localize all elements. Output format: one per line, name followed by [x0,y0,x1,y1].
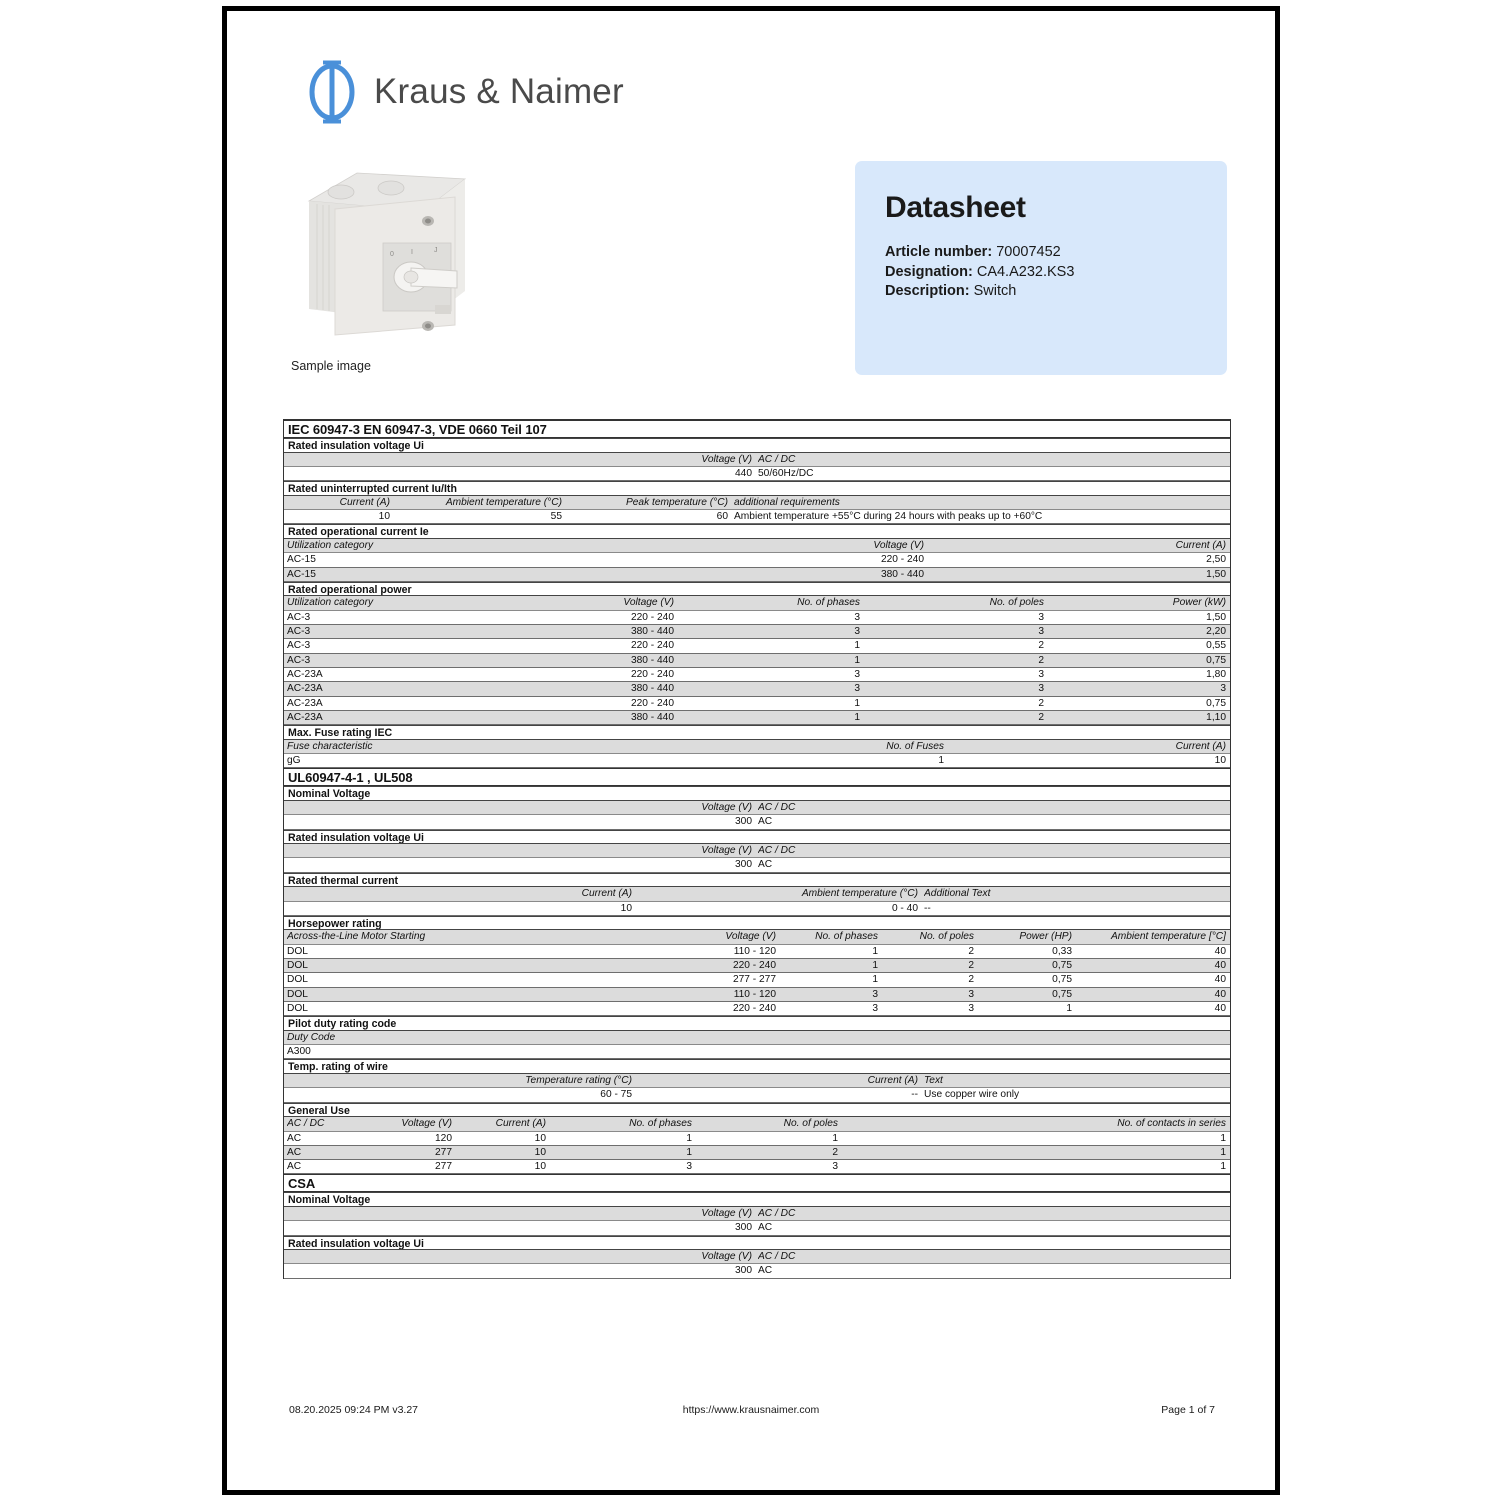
table-row [284,654,1230,668]
table-cell: 0,75 [1052,960,1072,972]
table-cell: 1,80 [1206,668,1226,680]
rotary-switch-enclosure-icon [295,163,507,348]
table-cell: AC [758,1222,773,1234]
table-group-header [284,830,1230,845]
table-group-header [284,481,1230,496]
table-group-header [284,582,1230,597]
table-cell: 1 [938,755,944,767]
table-cell: -- [924,902,931,914]
table-cell: No. of poles [919,931,974,943]
table-cell: Current (A) [1175,539,1226,551]
table-cell: 110 - 120 [733,945,776,957]
footer-timestamp: 08.20.2025 09:24 PM v3.27 [289,1404,419,1416]
table-group-header [284,873,1230,888]
document-page [222,6,1280,1495]
table-cell: 2 [1038,711,1044,723]
table-column-header-row [284,1031,1230,1045]
table-group-header [284,916,1230,931]
table-cell: AC-15 [287,554,316,566]
table-row [284,1088,1230,1102]
table-cell: AC-3 [287,640,311,652]
table-cell: 220 - 240 [880,554,924,566]
table-column-header-row [284,1250,1230,1264]
table-cell: Current (A) [581,888,632,900]
table-section-header [284,768,1230,786]
table-cell: 1 [832,1132,838,1144]
table-group-header [284,786,1230,801]
group-title: Pilot duty rating code [288,1018,397,1030]
table-cell: 2 [1038,697,1044,709]
table-cell: Voltage (V) [623,597,674,609]
table-cell: AC-15 [287,568,316,580]
table-group-header [284,725,1230,740]
group-title: Nominal Voltage [288,788,371,800]
table-cell: 120 [435,1132,452,1144]
table-cell: AC-23A [287,697,323,709]
table-cell: 50/60Hz/DC [758,467,814,479]
table-cell: 220 - 240 [630,697,674,709]
table-cell: 3 [872,1002,878,1014]
table-group-header [284,1192,1230,1207]
footer-page-number: Page 1 of 7 [1161,1404,1215,1416]
table-cell: 1 [854,640,860,652]
table-row [284,697,1230,711]
table-cell: 277 [435,1146,452,1158]
table-cell: 40 [1214,945,1226,957]
table-cell: AC / DC [758,801,796,813]
table-section-header [284,420,1230,438]
table-cell: 40 [1214,974,1226,986]
table-cell: 1 [854,711,860,723]
group-title: Rated operational power [288,583,412,596]
table-cell: 1 [1220,1146,1226,1158]
table-row [284,945,1230,959]
group-title: Max. Fuse rating IEC [288,727,393,739]
table-cell: 300 [735,859,752,871]
table-cell: 3 [1038,626,1044,638]
table-column-header-row [284,930,1230,944]
table-column-header-row [284,596,1230,610]
table-row [284,973,1230,987]
table-cell: Current (A) [495,1118,546,1130]
table-row [284,510,1230,524]
table-cell: Across-the-Line Motor Starting [287,931,426,943]
table-row [284,1221,1230,1235]
table-cell: AC-23A [287,683,323,695]
table-row [284,1160,1230,1174]
table-cell: No. of phases [797,597,860,609]
table-row [284,754,1230,768]
table-group-header [284,1016,1230,1031]
table-row [284,682,1230,696]
table-cell: 3 [872,988,878,1000]
table-cell: 3 [854,626,860,638]
table-column-header-row [284,1117,1230,1131]
table-column-header-row [284,453,1230,467]
table-cell: 2 [968,960,974,972]
table-cell: 1 [854,654,860,666]
section-title: UL60947-4-1 , UL508 [288,770,413,786]
table-row [284,1132,1230,1146]
table-cell: 1 [686,1146,692,1158]
brand-logo [302,59,624,125]
table-cell: 300 [735,1222,752,1234]
table-cell: 3 [1220,683,1226,695]
table-column-header-row [284,844,1230,858]
table-cell: 3 [854,668,860,680]
table-cell: AC [287,1132,302,1144]
table-cell: DOL [287,974,308,986]
table-cell: 1 [872,945,878,957]
group-title: Rated insulation voltage Ui [288,1237,424,1250]
table-cell: 3 [1038,611,1044,623]
table-cell: 1 [1220,1132,1226,1144]
table-cell: 2 [1038,640,1044,652]
table-cell: Duty Code [287,1031,336,1043]
description-label: Description: [885,283,970,299]
table-row [284,1146,1230,1160]
table-cell: 1 [854,697,860,709]
table-column-header-row [284,1074,1230,1088]
section-title: IEC 60947-3 EN 60947-3, VDE 0660 Teil 107 [288,422,547,437]
table-cell: 40 [1214,988,1226,1000]
table-cell: 277 [435,1161,452,1173]
table-row [284,553,1230,567]
table-section-header [284,1174,1230,1192]
table-cell: 1,10 [1206,711,1226,723]
group-title: Rated uninterrupted current Iu/Ith [288,483,457,495]
table-cell: No. of poles [783,1118,838,1130]
table-cell: 220 - 240 [732,1002,776,1014]
table-cell: 0,55 [1206,640,1226,652]
page-title: Datasheet [885,191,1026,224]
table-cell: Voltage (V) [725,931,776,943]
table-row [284,611,1230,625]
article-number-label: Article number: [885,244,993,260]
table-cell: Current (A) [339,496,390,508]
table-cell: 0,33 [1052,945,1072,957]
table-row [284,902,1230,916]
table-cell: 3 [968,1002,974,1014]
table-cell: 440 [735,467,752,479]
group-title: Nominal Voltage [288,1194,371,1206]
table-cell: DOL [287,960,308,972]
table-cell: Additional Text [924,888,991,900]
table-cell: 2 [968,945,974,957]
table-row [284,467,1230,481]
group-title: Temp. rating of wire [288,1061,388,1074]
table-row [284,959,1230,973]
table-cell: 300 [735,816,752,828]
table-cell: Ambient temperature [°C] [1110,931,1226,943]
footer-url[interactable]: https://www.krausnaimer.com [682,1404,820,1416]
article-number-line [885,243,1227,263]
designation-value: CA4.A232.KS3 [976,263,1075,280]
table-cell: Voltage (V) [701,1208,752,1219]
table-cell: 3 [832,1161,838,1173]
table-cell: 3 [968,988,974,1000]
table-cell: 60 - 75 [600,1089,632,1101]
table-cell: gG [287,755,301,767]
table-cell: 220 - 240 [630,611,674,623]
table-cell: Use copper wire only [924,1089,1020,1101]
table-cell: 2 [968,974,974,986]
table-cell: 1 [872,960,878,972]
table-cell: DOL [287,945,308,957]
table-row [284,668,1230,682]
table-cell: AC [758,816,773,828]
table-column-header-row [284,740,1230,754]
description-value: Switch [973,283,1017,299]
table-cell: 0,75 [1052,988,1072,1000]
table-cell: No. of phases [815,931,878,943]
table-cell: Ambient temperature (°C) [801,888,918,900]
table-cell: Utilization category [287,597,374,609]
table-cell: Voltage (V) [701,453,752,465]
table-cell: Voltage (V) [701,801,752,813]
table-cell: 3 [686,1161,692,1173]
table-cell: AC / DC [758,1208,796,1219]
svg-text:J: J [434,247,438,254]
table-cell: Voltage (V) [401,1118,452,1130]
table-cell: Power (kW) [1172,597,1226,609]
table-row [284,858,1230,872]
table-cell: No. of contacts in series [1117,1118,1226,1130]
table-cell: 380 - 440 [880,568,924,580]
table-cell: AC-3 [287,626,311,638]
svg-text:0: 0 [390,251,394,258]
table-cell: 10 [534,1132,546,1144]
table-cell: Ambient temperature +55°C during 24 hours with peaks up to +60°C [734,511,1043,523]
table-cell: AC / DC [758,453,796,465]
table-cell: 3 [854,611,860,623]
table-cell: DOL [287,988,308,1000]
group-title: Rated insulation voltage Ui [288,440,424,452]
brand-name: Kraus & Naimer [374,72,624,111]
table-cell: Utilization category [287,539,374,551]
table-cell: 380 - 440 [630,654,674,666]
section-title: CSA [288,1176,316,1192]
group-title: Rated operational current Ie [288,526,429,538]
datasheet-info-card [855,161,1227,375]
table-cell: AC [287,1146,302,1158]
table-column-header-row [284,887,1230,901]
group-title: Horsepower rating [288,917,382,930]
table-cell: DOL [287,1002,308,1014]
table-cell: Current (A) [1175,740,1226,752]
table-cell: 220 - 240 [732,960,776,972]
table-cell: Voltage (V) [701,1251,752,1263]
table-cell: 1 [1220,1161,1226,1173]
table-cell: -- [911,1089,918,1101]
table-cell: 2,20 [1206,626,1226,638]
table-group-header [284,438,1230,453]
table-cell: Current (A) [867,1075,918,1087]
table-cell: AC [758,859,773,871]
table-cell: AC-23A [287,668,323,680]
table-cell: 1,50 [1206,611,1226,623]
table-row [284,815,1230,829]
product-sample-image [295,163,507,348]
table-cell: 10 [534,1146,546,1158]
table-row [284,988,1230,1002]
table-cell: 60 [716,511,728,523]
table-group-header [284,1103,1230,1118]
table-column-header-row [284,539,1230,553]
table-cell: 380 - 440 [630,683,674,695]
table-cell: 10 [534,1161,546,1173]
table-cell: AC / DC [758,1251,796,1263]
table-cell: 1 [872,974,878,986]
table-cell: additional requirements [734,496,840,508]
table-column-header-row [284,496,1230,510]
table-cell: 40 [1214,1002,1226,1014]
table-cell: 10 [378,511,390,523]
table-row [284,1264,1230,1278]
table-cell: 2 [1038,654,1044,666]
table-cell: 2 [832,1146,838,1158]
designation-label: Designation: [885,263,973,280]
table-row [284,639,1230,653]
table-cell: AC / DC [287,1118,325,1130]
table-cell: 55 [550,511,562,523]
table-cell: Temperature rating (°C) [525,1075,632,1087]
table-row [284,568,1230,582]
table-cell: No. of Fuses [886,740,944,752]
table-cell: 0,75 [1052,974,1072,986]
table-row [284,711,1230,725]
table-cell: AC-23A [287,711,323,723]
table-cell: AC-3 [287,611,311,623]
table-cell: AC [758,1265,773,1277]
table-cell: 10 [620,902,632,914]
table-cell: 3 [1038,668,1044,680]
table-column-header-row [284,801,1230,815]
description-line [885,282,1227,302]
table-cell: A300 [287,1046,311,1058]
group-title: Rated thermal current [288,874,399,887]
table-cell: No. of phases [629,1118,692,1130]
table-cell: Text [924,1075,943,1087]
sample-image-caption: Sample image [291,359,371,373]
table-cell: 10 [1214,755,1226,767]
page-footer [227,1404,1275,1420]
table-cell: 3 [854,683,860,695]
article-number-value: 70007452 [996,244,1061,260]
table-group-header [284,524,1230,539]
table-cell: 1,50 [1206,568,1226,580]
table-cell: Peak temperature (°C) [625,496,728,508]
table-column-header-row [284,1207,1230,1221]
table-cell: 40 [1214,960,1226,972]
table-cell: 1 [686,1132,692,1144]
table-cell: 3 [1038,683,1044,695]
table-cell: 0,75 [1206,697,1226,709]
table-cell: Voltage (V) [701,845,752,857]
specifications-table [283,419,1231,1279]
group-title: General Use [288,1104,350,1117]
table-cell: 380 - 440 [630,711,674,723]
table-cell: Voltage (V) [873,539,924,551]
table-cell: 0,75 [1206,654,1226,666]
svg-text:I: I [411,249,413,256]
phi-logo-icon [302,59,362,125]
table-row [284,1002,1230,1016]
table-cell: AC / DC [758,845,796,857]
table-cell: Fuse characteristic [287,740,373,752]
table-group-header [284,1236,1230,1251]
table-cell: Power (HP) [1019,931,1072,943]
table-cell: 380 - 440 [630,626,674,638]
table-cell: 1 [1066,1002,1072,1014]
table-cell: 300 [735,1265,752,1277]
group-title: Rated insulation voltage Ui [288,831,424,844]
table-cell: 220 - 240 [630,640,674,652]
table-row [284,1045,1230,1059]
table-cell: Ambient temperature (°C) [445,496,562,508]
designation-line [885,263,1227,283]
table-group-header [284,1059,1230,1074]
table-cell: 110 - 120 [733,988,776,1000]
table-cell: AC-3 [287,654,311,666]
table-cell: No. of poles [989,597,1044,609]
table-cell: 220 - 240 [630,668,674,680]
table-cell: 2,50 [1206,554,1226,566]
table-cell: AC [287,1161,302,1173]
table-row [284,625,1230,639]
table-cell: 277 - 277 [732,974,776,986]
table-cell: 0 - 40 [891,902,918,914]
